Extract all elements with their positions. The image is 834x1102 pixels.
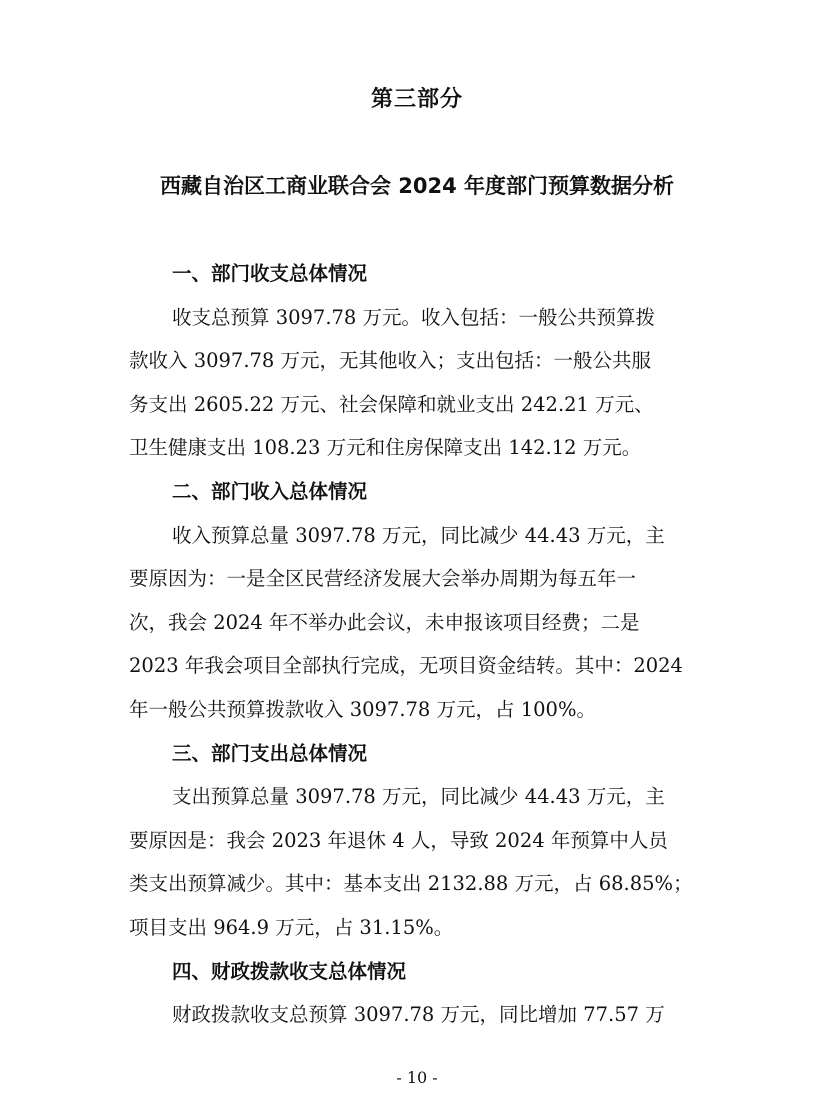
section-paragraph: 财政拨款收支总预算 3097.78 万元，同比增加 77.57 万 <box>172 1003 665 1027</box>
section-2 <box>129 470 709 732</box>
section-4 <box>129 950 709 1037</box>
page-number: - 10 - <box>396 1068 438 1087</box>
document-body <box>129 252 709 1037</box>
part-title: 第三部分 <box>370 87 463 112</box>
section-paragraph: 支出预算总量 3097.78 万元，同比减少 44.43 万元，主 要原因是：我会 2023 年退休 4 人，导致 2024 年预算中人员 类支出预算减少。其中：基本支出 2132.88 万元，占 68.85%； 项目支出 964.9 万元，占 31.15%。 <box>129 785 693 939</box>
section-paragraph: 收支总预算 3097.78 万元。收入包括：一般公共预算拨 款收入 3097.78 万元，无其他收入；支出包括：一般公共服 务支出 2605.22 万元、社会保障和就业支出 242.21 万元、 卫生健康支出 108.23 万元和住房保障支出 142.12 万元。 <box>129 305 656 460</box>
document-title: 西藏自治区工商业联合会 2024 年度部门预算数据分析 <box>159 174 675 198</box>
section-heading: 四、财政拨款收支总体情况 <box>172 959 407 983</box>
section-heading: 一、部门收支总体情况 <box>172 262 368 285</box>
section-heading: 二、部门收入总体情况 <box>172 479 368 503</box>
section-3 <box>129 732 709 950</box>
section-1 <box>129 252 709 470</box>
section-paragraph: 收入预算总量 3097.78 万元，同比减少 44.43 万元，主 要原因为：一是全区民营经济发展大会举办周期为每五年一 次，我会 2024 年不举办此会议，未申报该项目经费；二是 2023 年我会项目全部执行完成，无项目资金结转。其中：2024 年一般公共预算拨款收入 3097.78 万元，占 100%。 <box>129 523 683 721</box>
section-heading: 三、部门支出总体情况 <box>172 741 368 765</box>
